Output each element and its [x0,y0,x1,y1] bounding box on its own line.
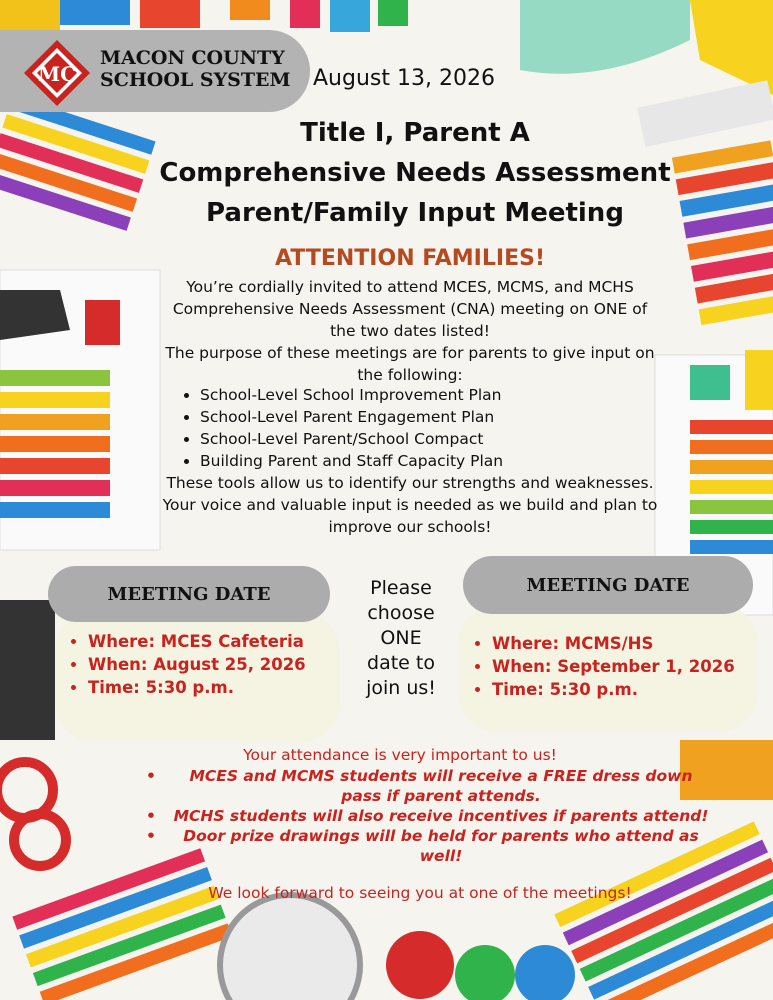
list-item: • School-Level Parent/School Compact [200,428,503,450]
title-line3: Parent/Family Input Meeting [206,198,624,228]
flyer-date: August 13, 2026 [313,66,495,91]
meeting-card-1-details [68,630,350,699]
list-item: • Building Parent and Staff Capacity Plan [200,450,503,472]
intro-paragraph-purpose: The purpose of these meetings are for parents to give input on the following: [165,344,655,384]
look-forward-note: We look forward to seeing you at one of the meetings! [208,884,632,902]
choose-line: date to [367,652,435,674]
incentive-list [150,766,710,866]
list-item: • School-Level School Improvement Plan [200,384,503,406]
meeting-when: • When: August 25, 2026 [88,653,350,676]
organization-name-line2: SCHOOL SYSTEM [100,69,291,91]
meeting-time: • Time: 5:30 p.m. [88,676,350,699]
title-line1: Title I, Parent A [300,118,530,148]
choose-line: ONE [380,627,422,649]
choose-line: choose [367,602,435,624]
list-item: • MCHS students will also receive incentives if parents attend! [150,806,710,826]
list-item: • MCES and MCMS students will receive a FREE dress down pass if parent attends. [150,766,710,806]
list-item: • School-Level Parent Engagement Plan [200,406,503,428]
meeting-time: • Time: 5:30 p.m. [492,678,773,701]
choose-line: join us! [366,677,436,699]
intro-paragraph-invite: You’re cordially invited to attend MCES, MCMS, and MCHS Comprehensive Needs Assessment (CNA) meeting on ONE of the two dates listed! [172,278,648,340]
organization-name-line1: MACON COUNTY [100,47,285,69]
school-system-logo [22,38,92,108]
closing-paragraph-tools: These tools allow us to identify our strengths and weaknesses. [166,474,654,492]
meeting-where: • Where: MCMS/HS [492,632,773,655]
organization-name [100,47,291,91]
attendance-note: Your attendance is very important to us! [243,746,557,764]
svg-text:MC: MC [37,62,77,86]
meeting-card-2-details [472,632,773,701]
meeting-where: • Where: MCES Cafeteria [88,630,350,653]
intro-text [160,276,660,386]
meeting-card-2-heading: MEETING DATE [463,556,753,614]
title-line2: Comprehensive Needs Assessment [159,158,671,188]
meeting-when: • When: September 1, 2026 [492,655,773,678]
meeting-card-1-heading: MEETING DATE [48,566,330,622]
attention-heading: ATTENTION FAMILIES! [275,246,545,271]
plan-list [182,384,503,472]
page-title [120,113,710,233]
closing-text [160,472,660,538]
list-item: • Door prize drawings will be held for parents who attend as well! [150,826,710,866]
closing-paragraph-voice: Your voice and valuable input is needed as we build and plan to improve our schools! [162,496,658,536]
choose-line: Please [370,577,432,599]
choose-one-date-text [356,576,446,701]
